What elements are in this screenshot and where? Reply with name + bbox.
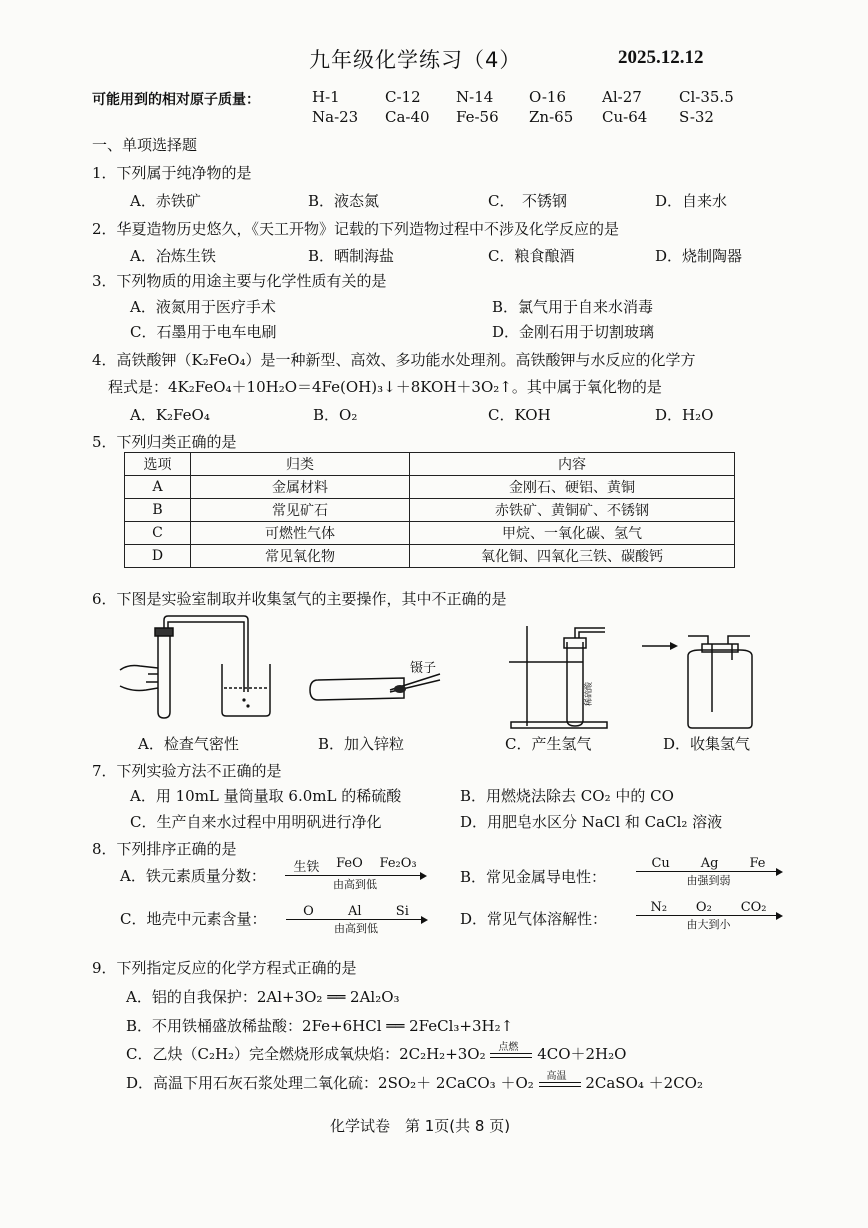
table-header: 归类	[191, 453, 410, 476]
order-item: Si	[395, 904, 409, 919]
q9-option-d[interactable]	[126, 1072, 703, 1093]
arrow-line	[286, 919, 426, 920]
order-item: FeO	[336, 856, 363, 871]
arrow-line	[636, 871, 781, 872]
table-cell: 常见矿石	[191, 499, 410, 522]
q8-c-order-arrow	[286, 904, 426, 936]
q8-option-d[interactable]: D．常见气体溶解性：	[460, 910, 608, 928]
order-item: O₂	[695, 900, 712, 915]
q9-option-c[interactable]	[126, 1043, 626, 1064]
mass-item: Cl-35.5	[679, 88, 734, 106]
table-cell: D	[125, 545, 191, 568]
mass-item: Al-27	[602, 88, 642, 106]
q8-a-order-arrow	[285, 856, 425, 892]
arrow-line	[636, 915, 781, 916]
question-9-stem: 9．下列指定反应的化学方程式正确的是	[92, 959, 357, 977]
q3-option-d[interactable]: D．金刚石用于切割玻璃	[492, 323, 655, 341]
q1-option-b[interactable]: B．液态氮	[308, 192, 380, 210]
q4-option-b[interactable]: B．O₂	[313, 406, 358, 424]
table-cell: 金刚石、硬铝、黄铜	[410, 476, 735, 499]
mass-item: Zn-65	[529, 108, 574, 126]
q8-option-c[interactable]: C．地壳中元素含量：	[120, 910, 267, 928]
section-heading: 一、单项选择题	[92, 136, 198, 154]
table-header-row	[125, 453, 735, 476]
table-cell: A	[125, 476, 191, 499]
mass-item: Na-23	[312, 108, 359, 126]
table-cell: 常见氧化物	[191, 545, 410, 568]
q1-option-d[interactable]: D．自来水	[655, 192, 728, 210]
q7-option-d[interactable]: D．用肥皂水区分 NaCl 和 CaCl₂ 溶液	[460, 813, 723, 831]
order-item: Fe	[749, 856, 766, 871]
order-item: N₂	[650, 900, 668, 915]
q2-option-d[interactable]: D．烧制陶器	[655, 247, 743, 265]
question-4-stem-line-1: 4．高铁酸钾（K₂FeO₄）是一种新型、高效、多功能水处理剂。高铁酸钾与水反应的化学方	[92, 351, 696, 369]
tweezers-label: 镊子	[410, 661, 437, 676]
svg-text:稀硫酸: 稀硫酸	[584, 682, 593, 706]
mass-item: O-16	[529, 88, 567, 106]
condition-equals-sign	[539, 1071, 581, 1091]
table-row[interactable]	[125, 476, 735, 499]
mass-item: N-14	[456, 88, 494, 106]
q7-option-b[interactable]: B．用燃烧法除去 CO₂ 中的 CO	[460, 787, 674, 805]
table-cell: 金属材料	[191, 476, 410, 499]
q7-option-a[interactable]: A．用 10mL 量筒量取 6.0mL 的稀硫酸	[130, 787, 402, 805]
table-cell: C	[125, 522, 191, 545]
question-7-stem: 7．下列实验方法不正确的是	[92, 762, 282, 780]
q3-option-b[interactable]: B．氯气用于自来水消毒	[492, 298, 654, 316]
table-row[interactable]	[125, 545, 735, 568]
figure-caption-a[interactable]: A．检查气密性	[138, 735, 239, 753]
mass-item: Cu-64	[602, 108, 648, 126]
figure-caption-c[interactable]: C．产生氢气	[505, 735, 592, 753]
q8-d-order-arrow	[636, 900, 781, 932]
q2-option-a[interactable]: A．冶炼生铁	[130, 247, 216, 265]
q9-option-b[interactable]: B．不用铁桶盛放稀盐酸：2Fe+6HCl ══ 2FeCl₃+3H₂↑	[126, 1017, 514, 1035]
mass-item: C-12	[385, 88, 421, 106]
question-2-stem: 2．华夏造物历史悠久，《天工开物》记载的下列造物过程中不涉及化学反应的是	[92, 220, 620, 238]
q1-option-a[interactable]: A．赤铁矿	[130, 192, 201, 210]
q9-c-reactants: C．乙炔（C₂H₂）完全燃烧形成氧炔焰：2C₂H₂+3O₂	[126, 1045, 486, 1063]
order-item: Cu	[651, 856, 670, 871]
order-note: 由高到低	[333, 878, 377, 891]
q3-option-c[interactable]: C．石墨用于电车电刷	[130, 323, 277, 341]
order-item: Ag	[700, 856, 719, 871]
q8-option-b[interactable]: B．常见金属导电性：	[460, 868, 607, 886]
q9-d-reactants: D．高温下用石灰石浆处理二氧化硫：2SO₂＋ 2CaCO₃ ＋O₂	[126, 1074, 534, 1092]
figure-a-airtightness-check	[118, 612, 278, 722]
q9-c-products: 4CO＋2H₂O	[537, 1045, 627, 1063]
table-cell: 甲烷、一氧化碳、氢气	[410, 522, 735, 545]
q4-option-c[interactable]: C．KOH	[488, 406, 551, 424]
table-cell: 可燃性气体	[191, 522, 410, 545]
condition-label: 点燃	[498, 1042, 519, 1053]
q9-option-a[interactable]: A．铝的自我保护：2Al+3O₂ ══ 2Al₂O₃	[126, 988, 400, 1006]
q2-option-b[interactable]: B．晒制海盐	[308, 247, 395, 265]
q8-option-a[interactable]: A．铁元素质量分数：	[120, 867, 266, 885]
q4-option-a[interactable]: A．K₂FeO₄	[130, 406, 210, 424]
condition-label: 高温	[546, 1071, 567, 1082]
question-8-stem: 8．下列排序正确的是	[92, 840, 237, 858]
order-item: 生铁	[293, 860, 320, 875]
order-note: 由高到低	[334, 922, 378, 935]
page-footer: 化学试卷 第 1页(共 8 页)	[330, 1117, 511, 1135]
exam-date: 2025.12.12	[618, 47, 704, 68]
q3-option-a[interactable]: A．液氮用于医疗手术	[130, 298, 276, 316]
figure-caption-b[interactable]: B．加入锌粒	[318, 735, 405, 753]
order-note: 由强到弱	[686, 874, 731, 887]
figure-caption-d[interactable]: D．收集氢气	[663, 735, 751, 753]
q9-d-products: 2CaSO₄ ＋2CO₂	[585, 1074, 703, 1092]
order-item: Fe₂O₃	[379, 856, 417, 871]
table-header: 选项	[125, 453, 191, 476]
mass-item: Fe-56	[456, 108, 499, 126]
order-item: Al	[348, 904, 362, 919]
mass-item: H-1	[312, 88, 340, 106]
question-6-stem: 6．下图是实验室制取并收集氢气的主要操作，其中不正确的是	[92, 590, 507, 608]
mass-item: Ca-40	[385, 108, 430, 126]
mass-item: S-32	[679, 108, 714, 126]
q1-option-c[interactable]: C． 不锈钢	[488, 192, 567, 210]
order-item: O	[303, 904, 314, 919]
question-5-stem: 5．下列归类正确的是	[92, 433, 237, 451]
condition-equals-sign	[490, 1042, 532, 1062]
atomic-mass-label: 可能用到的相对原子质量：	[92, 92, 260, 108]
classification-table	[124, 452, 735, 568]
table-cell: 赤铁矿、黄铜矿、不锈钢	[410, 499, 735, 522]
q4-option-d[interactable]: D．H₂O	[655, 406, 714, 424]
order-note: 由大到小	[686, 918, 731, 931]
question-4-stem-line-2: 程式是：4K₂FeO₄＋10H₂O＝4Fe(OH)₃↓＋8KOH＋3O₂↑。其中属于氧化物的是	[108, 378, 662, 396]
table-header: 内容	[410, 453, 735, 476]
q8-b-order-arrow	[636, 856, 781, 888]
table-cell: 氧化铜、四氧化三铁、碳酸钙	[410, 545, 735, 568]
q2-option-c[interactable]: C．粮食酿酒	[488, 247, 575, 265]
page-title: 九年级化学练习（4）	[309, 48, 522, 72]
order-item: CO₂	[740, 900, 767, 915]
figure-d-collect-hydrogen	[640, 632, 760, 730]
q7-option-c[interactable]: C．生产自来水过程中用明矾进行净化	[130, 813, 382, 831]
arrow-line	[285, 875, 425, 876]
question-1-stem: 1．下列属于纯净物的是	[92, 164, 252, 182]
question-3-stem: 3．下列物质的用途主要与化学性质有关的是	[92, 272, 387, 290]
figure-c-generate-hydrogen	[505, 622, 615, 730]
table-row[interactable]	[125, 522, 735, 545]
table-cell: B	[125, 499, 191, 522]
table-row[interactable]	[125, 499, 735, 522]
